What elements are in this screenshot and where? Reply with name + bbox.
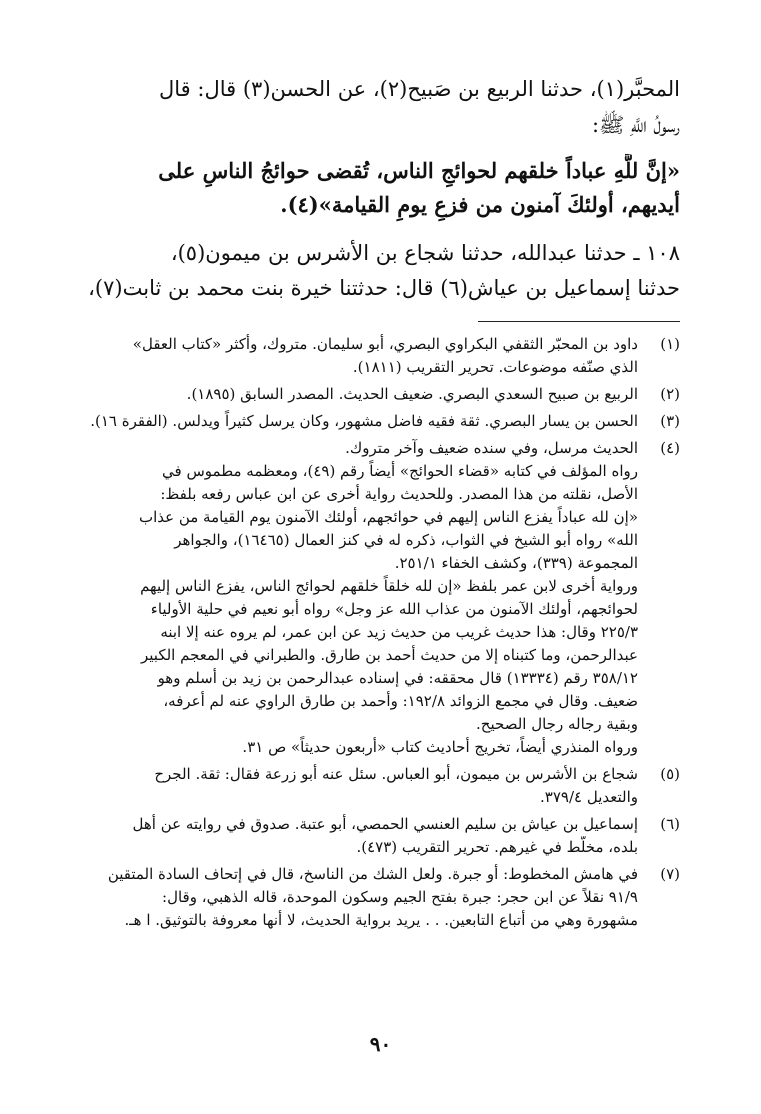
footnote-line: لحوائجهم، أولئك الآمنون من عذاب الله عز وجل» رواه أبو نعيم في حلية الأولياء <box>150 600 638 618</box>
footnote <box>60 863 680 932</box>
footnote-line: مشهورة وهي من أتباع التابعين. . . يريد برواية الحديث، لا أنها معروفة بالتوثيق. ا هـ. <box>124 911 638 929</box>
footnote-line: الذي صنّفه موضوعات. تحرير التقريب (١٨١١). <box>352 358 638 376</box>
footnote-number: (٤) <box>660 439 680 457</box>
footnote-line: ٢٢٥/٣ وقال: هذا حديث غريب من حديث زيد عن ابن عمر، لم يروه عنه إلا ابنه <box>160 623 638 641</box>
hadith-text-line: أيديهم، أولئكَ آمنون من فزعِ يومِ القيامة»(٤). <box>280 192 680 217</box>
footnote-number: (٦) <box>660 815 680 833</box>
main-line: رسولُ اللَّهِ ﷺ: <box>591 113 680 137</box>
footnote <box>60 410 680 433</box>
footnote <box>60 437 680 759</box>
footnote <box>60 383 680 406</box>
footnote-line: الحسن بن يسار البصري. ثقة فقيه فاضل مشهور، وكان يرسل كثيراً ويدلس. (الفقرة ١٦). <box>90 412 638 430</box>
footnote-line: عبدالرحمن، وما كتبناه إلا من حديث أحمد بن طارق. والطبراني في المعجم الكبير <box>140 646 638 664</box>
footnotes <box>60 333 680 932</box>
footnote-number: (٧) <box>660 865 680 883</box>
footnote-line: رواه المؤلف في كتابه «قضاء الحوائج» أيضاً رقم (٤٩)، ومعظمه مطموس في <box>162 462 638 480</box>
footnote-line: الأصل، نقلته من هذا المصدر. وللحديث رواية أخرى عن ابن عباس رفعه بلفظ: <box>160 485 638 503</box>
footnote-line: الله» رواه أبو الشيخ في الثواب، ذكره له في كنز العمال (١٦٤٦٥)، والجواهر <box>174 531 638 549</box>
footnote-number: (٣) <box>660 412 680 430</box>
footnote-line: «إن لله عباداً يفزع الناس إليهم في حوائجهم، أولئك الآمنون يوم القيامة من عذاب <box>138 508 638 526</box>
footnote-number: (٢) <box>660 385 680 403</box>
footnote-line: بلده، مخلّط في غيرهم. تحرير التقريب (٤٧٣). <box>356 838 638 856</box>
hadith-text-line: «إنَّ للَّهِ عباداً خلقهم لحوائجِ الناس، تُقضى حوائجُ الناسِ على <box>158 158 680 183</box>
footnote-line: والتعديل ٣٧٩/٤. <box>540 788 638 806</box>
footnote-line: الحديث مرسل، وفي سنده ضعيف وآخر متروك. <box>345 439 638 457</box>
footnote-line: ورواه المنذري أيضاً، تخريج أحاديث كتاب «أربعون حديثاً» ص ٣١. <box>242 738 638 756</box>
footnote-line: وبقية رجاله رجال الصحيح. <box>476 715 638 733</box>
footnote-separator <box>478 321 680 322</box>
footnote-line: ورواية أخرى لابن عمر بلفظ «إن لله خلقاً خلقهم لحوائج الناس، يفزع الناس إليهم <box>140 577 638 595</box>
footnote-line: المجموعة (٣٣٩)، وكشف الخفاء ٢٥١/١. <box>394 554 638 572</box>
footnote-line: الربيع بن صبيح السعدي البصري. ضعيف الحديث. المصدر السابق (١٨٩٥). <box>186 385 638 403</box>
footnote-line: ضعيف. وقال في مجمع الزوائد ١٩٢/٨: وأحمد بن طارق الراوي عنه لم أعرفه، <box>163 692 638 710</box>
footnote-line: ٣٥٨/١٢ رقم (١٣٣٣٤) قال محققه: في إسناده عبدالرحمن بن زيد بن أسلم وهو <box>157 669 638 687</box>
footnote-line: داود بن المحبّر الثقفي البكراوي البصري، أبو سليمان. متروك، وأكثر «كتاب العقل» <box>132 335 638 353</box>
footnote <box>60 813 680 859</box>
page-number: ٩٠ <box>369 1032 392 1056</box>
footnote-number: (٥) <box>660 765 680 783</box>
footnote-line: شجاع بن الأشرس بن ميمون، أبو العباس. سئل عنه أبو زرعة فقال: ثقة. الجرح <box>154 765 638 783</box>
footnote-line: ٩١/٩ نقلاً عن ابن حجر: جبرة بفتح الجيم وسكون الموحدة، قاله الذهبي، وقال: <box>162 888 638 906</box>
main-line: حدثنا إسماعيل بن عياش(٦) قال: حدثتنا خيرة بنت محمد بن ثابت(٧)، <box>88 276 680 300</box>
footnote-line: في هامش المخطوط: أو جبرة. ولعل الشك من الناسخ، قال في إتحاف السادة المتقين <box>107 865 638 883</box>
main-line: المحبَّر(١)، حدثنا الربيع بن صَبيح(٢)، عن الحسن(٣) قال: قال <box>159 77 680 101</box>
footnote <box>60 333 680 379</box>
footnote-number: (١) <box>660 335 680 353</box>
footnote <box>60 763 680 809</box>
footnote-line: إسماعيل بن عياش بن سليم العنسي الحمصي، أبو عتبة. صدوق في روايته عن أهل <box>132 815 638 833</box>
main-line: ١٠٨ ـ حدثنا عبدالله، حدثنا شجاع بن الأشرس بن ميمون(٥)، <box>170 241 680 265</box>
